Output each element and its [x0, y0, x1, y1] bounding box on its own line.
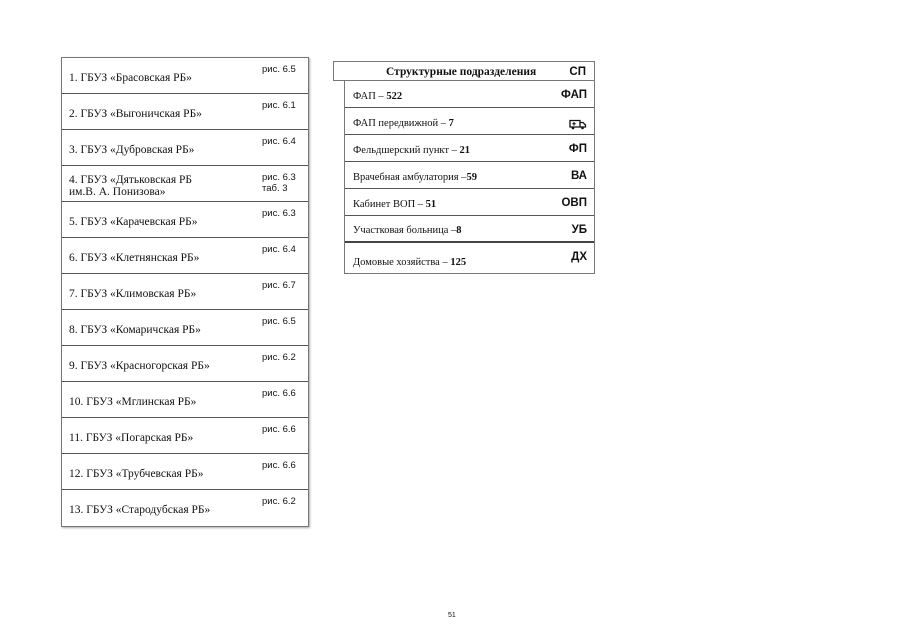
legend-title: Структурные подразделения [386, 66, 537, 78]
hospital-row [62, 418, 308, 454]
hospital-name: 11. ГБУЗ «Погарская РБ» [69, 432, 194, 444]
hospital-row [62, 490, 308, 526]
hospital-row [62, 310, 308, 346]
hospital-row [62, 454, 308, 490]
unit-code: ФП [568, 143, 587, 155]
hospital-row [62, 202, 308, 238]
figure-reference: рис. 6.6 [262, 460, 296, 471]
figure-reference: рис. 6.6 [262, 424, 296, 435]
figure-reference: рис. 6.6 [262, 388, 296, 399]
hospital-name: 1. ГБУЗ «Брасовская РБ» [69, 72, 192, 84]
unit-label: Участковая больница –8 [353, 225, 462, 236]
unit-label: Кабинет ВОП – 51 [353, 199, 437, 210]
unit-count: 8 [456, 225, 462, 236]
legend-units [344, 81, 595, 274]
unit-code: ВА [570, 170, 587, 182]
figure-reference: рис. 6.7 [262, 280, 296, 291]
figure-reference: рис. 6.3 [262, 208, 296, 219]
figure-reference: рис. 6.3 таб. 3 [262, 172, 296, 194]
unit-label: Домовые хозяйства – 125 [353, 257, 467, 268]
unit-label: ФАП – 522 [353, 91, 403, 102]
figure-reference: рис. 6.5 [262, 316, 296, 327]
unit-count: 51 [425, 199, 437, 210]
unit-label: ФАП передвижной – 7 [353, 118, 454, 129]
hospital-row [62, 130, 308, 166]
unit-code: УБ [571, 224, 587, 236]
hospital-name: 6. ГБУЗ «Клетнянская РБ» [69, 252, 200, 264]
hospital-row [62, 58, 308, 94]
hospital-name: 5. ГБУЗ «Карачевская РБ» [69, 216, 198, 228]
hospital-name: 4. ГБУЗ «Дятьковская РБ им.В. А. Понизова» [69, 174, 193, 198]
hospital-name: 8. ГБУЗ «Комаричская РБ» [69, 324, 201, 336]
legend-item-mobile-fap [345, 108, 594, 135]
hospital-name: 2. ГБУЗ «Выгоничская РБ» [69, 108, 202, 120]
figure-reference: рис. 6.5 [262, 64, 296, 75]
hospital-row [62, 94, 308, 130]
legend-item-ambulatory [345, 162, 594, 189]
hospital-name: 13. ГБУЗ «Стародубская РБ» [69, 504, 211, 516]
figure-reference: рис. 6.1 [262, 100, 296, 111]
unit-code: ОВП [561, 197, 587, 209]
hospital-name: 3. ГБУЗ «Дубровская РБ» [69, 144, 195, 156]
unit-count: 59 [466, 172, 477, 183]
hospital-row [62, 238, 308, 274]
legend-item-households [345, 243, 594, 273]
hospital-row [62, 166, 308, 202]
hospital-list [61, 57, 309, 527]
unit-count: 7 [448, 118, 454, 129]
figure-reference: рис. 6.4 [262, 136, 296, 147]
hospital-row [62, 382, 308, 418]
unit-code: ДХ [571, 251, 587, 263]
legend-item-fap [345, 81, 594, 108]
unit-count: 21 [459, 145, 470, 156]
figure-reference: рис. 6.4 [262, 244, 296, 255]
legend-item-gp-office [345, 189, 594, 216]
hospital-name: 10. ГБУЗ «Мглинская РБ» [69, 396, 197, 408]
legend-item-feldsher-point [345, 135, 594, 162]
mobile-fap-van-icon [569, 117, 587, 135]
legend-header [333, 61, 595, 81]
legend-item-district-hospital [345, 216, 594, 243]
page-number: 51 [448, 612, 456, 619]
figure-reference: рис. 6.2 [262, 352, 296, 363]
unit-label: Фельдшерский пункт – 21 [353, 145, 470, 156]
unit-label: Врачебная амбулатория –59 [353, 172, 477, 183]
structural-units-legend [333, 61, 595, 274]
hospital-row [62, 346, 308, 382]
hospital-name: 12. ГБУЗ «Трубчевская РБ» [69, 468, 204, 480]
unit-count: 522 [386, 91, 403, 102]
legend-abbreviation: СП [569, 66, 586, 78]
figure-reference: рис. 6.2 [262, 496, 296, 507]
hospital-name: 7. ГБУЗ «Климовская РБ» [69, 288, 197, 300]
hospital-row [62, 274, 308, 310]
unit-code: ФАП [561, 89, 587, 101]
unit-count: 125 [450, 257, 467, 268]
hospital-name: 9. ГБУЗ «Красногорская РБ» [69, 360, 210, 372]
